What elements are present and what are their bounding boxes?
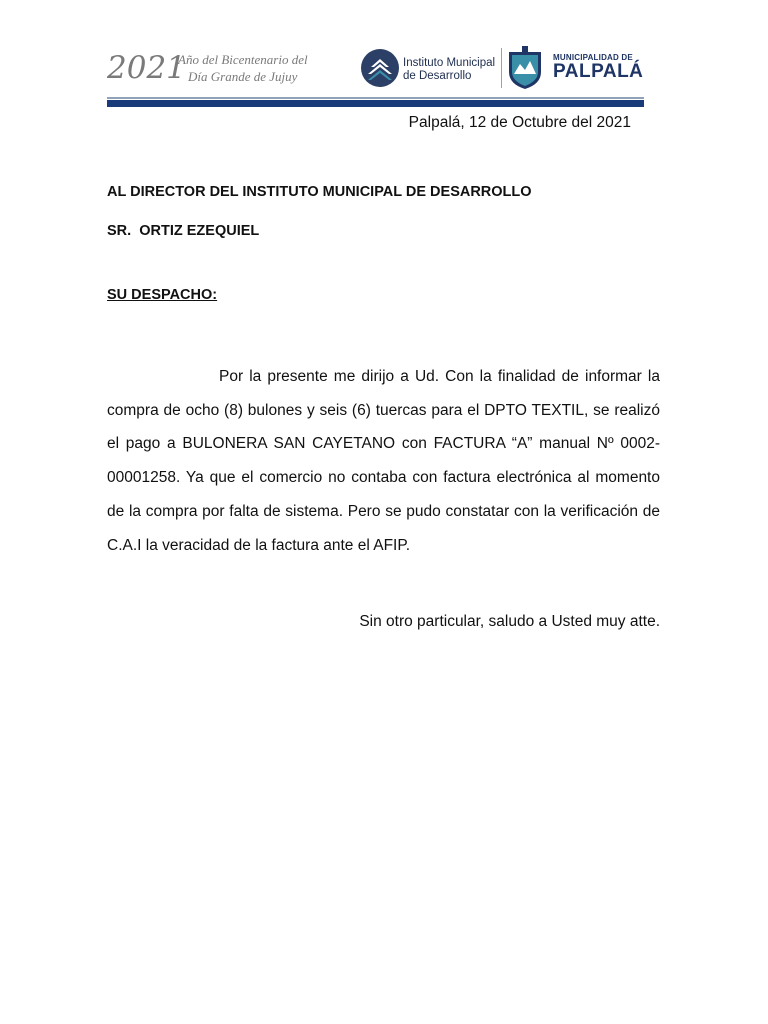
institute-name-line-2: de Desarrollo <box>403 70 472 82</box>
motto-line-2: Día Grande de Jujuy <box>188 69 298 84</box>
recipient-title: AL DIRECTOR DEL INSTITUTO MUNICIPAL DE DESARROLLO <box>107 184 532 200</box>
closing-line: Sin otro particular, saludo a Usted muy atte. <box>359 613 660 630</box>
institute-name <box>403 57 495 83</box>
municipality-title: PALPALÁ <box>553 61 644 82</box>
institute-name-line-1: Instituto Municipal <box>403 57 496 69</box>
palpala-shield-icon <box>506 46 544 90</box>
year-mark: 2021 <box>107 50 186 86</box>
letter-paragraph: Por la presente me dirijo a Ud. Con la finalidad de informar la compra de ocho (8) bulones y seis (6) tuercas para el DPTO TEXTIL, se realizó el pago a BULONERA SAN CAYETANO con FACTURA “A” manual Nº 0002-00001258. Ya que el comercio no contaba con factura electrónica al momento de la compra por falta de sistema. Pero se pudo constatar con la verificación de C.A.I la veracidad de la factura ante el AFIP. <box>107 368 660 554</box>
header-rule-thick <box>107 100 644 107</box>
letter-date: Palpalá, 12 de Octubre del 2021 <box>408 114 631 131</box>
municipality-name <box>553 53 643 82</box>
logo-divider <box>501 48 502 88</box>
motto-line-1: Año del Bicentenario del <box>178 52 308 67</box>
letterhead <box>0 0 768 112</box>
header-rule-thin <box>107 97 644 99</box>
recipient-name: SR. ORTIZ EZEQUIEL <box>107 223 260 239</box>
salutation: SU DESPACHO: <box>107 287 218 303</box>
municipality-prefix: MUNICIPALIDAD DE <box>553 53 633 62</box>
bicentennial-motto <box>178 51 308 85</box>
